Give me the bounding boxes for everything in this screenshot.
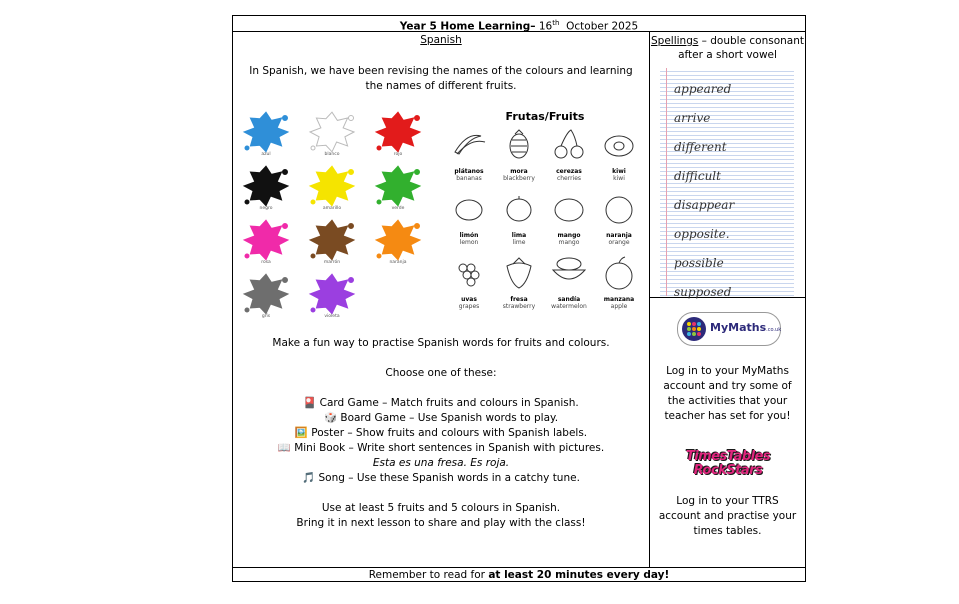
- apple-icon: [595, 254, 643, 296]
- footer-bold: at least 20 minutes every day!: [488, 569, 670, 581]
- choose-text: Choose one of these:: [385, 367, 497, 379]
- option-song: 🎵 Song – Use these Spanish words in a catchy tune.: [302, 472, 580, 484]
- colour-label: negro: [259, 206, 273, 211]
- fruit-strawberry: [495, 254, 543, 310]
- colour-splat-gris: [241, 272, 291, 324]
- spanish-title: Spanish: [420, 34, 462, 46]
- fruit-spanish: naranja: [606, 232, 632, 239]
- fruit-english: lemon: [459, 239, 479, 246]
- sheet-header: [233, 16, 805, 32]
- option-example-sentence: Esta es una fresa. Es roja.: [372, 457, 510, 469]
- closing-line-2: Bring it in next lesson to share and play with the class!: [296, 517, 586, 529]
- fruits-title: Frutas/Fruits: [505, 110, 585, 123]
- colour-label: azul: [261, 152, 271, 157]
- spelling-word: disappear: [674, 198, 735, 212]
- spelling-word: different: [674, 140, 727, 154]
- fruit-english: lime: [512, 239, 526, 246]
- colour-splat-rosa: [241, 218, 291, 270]
- colour-splat-blanco: [307, 110, 357, 162]
- colour-splat-verde: [373, 164, 423, 216]
- spelling-word: arrive: [674, 111, 711, 125]
- strawberry-icon: [495, 254, 543, 296]
- option-card-game: 🎴 Card Game – Match fruits and colours in Spanish.: [303, 397, 579, 409]
- colour-label: rosa: [261, 260, 271, 265]
- spelling-word: possible: [674, 256, 724, 270]
- ttrs-logo-line-1: TimesTables: [685, 449, 771, 464]
- watermelon-icon: [545, 254, 593, 296]
- fruit-spanish: cerezas: [556, 168, 582, 175]
- kiwi-icon: [595, 126, 643, 168]
- ttrs-logo-line-2: RockStars: [693, 463, 763, 478]
- fruit-english: mango: [558, 239, 580, 246]
- option-poster: 🖼️ Poster – Show fruits and colours with Spanish labels.: [294, 427, 588, 439]
- fruit-english: grapes: [458, 303, 480, 310]
- option-mini-book: 📖 Mini Book – Write short sentences in Spanish with pictures.: [277, 442, 605, 454]
- fruit-spanish: plátanos: [454, 168, 484, 175]
- fruit-apple: [595, 254, 643, 310]
- spelling-word: supposed: [674, 285, 732, 299]
- fruit-english: orange: [608, 239, 630, 246]
- fruit-spanish: mango: [557, 232, 581, 239]
- colour-label: amarillo: [322, 206, 342, 211]
- spanish-task: [243, 336, 639, 531]
- mango-icon: [545, 190, 593, 232]
- blackberry-icon: [495, 126, 543, 168]
- online-learning-section: [650, 298, 805, 567]
- fruit-mango: [545, 190, 593, 246]
- fruit-lime: [495, 190, 543, 246]
- header-title: Year 5 Home Learning: [399, 20, 531, 33]
- fruit-english: bananas: [456, 175, 482, 182]
- footer-reminder: Remember to read for at least 20 minutes every day!: [233, 567, 805, 582]
- grapes-icon: [445, 254, 493, 296]
- mymaths-logo[interactable]: [677, 312, 781, 346]
- fruit-spanish: mora: [510, 168, 528, 175]
- mymaths-dots-icon: [682, 317, 706, 341]
- colour-splat-rojo: [373, 110, 423, 162]
- fruit-spanish: lima: [511, 232, 527, 239]
- fruit-orange: [595, 190, 643, 246]
- fruit-lemon: [445, 190, 493, 246]
- fruit-grapes: [445, 254, 493, 310]
- fruit-spanish: sandía: [557, 296, 581, 303]
- header-dash: –: [530, 20, 536, 33]
- fruit-english: kiwi: [613, 175, 625, 182]
- lime-icon: [495, 190, 543, 232]
- fruit-watermelon: [545, 254, 593, 310]
- spanish-intro: In Spanish, we have been revising the names of the colours and learning the names of different fruits.: [249, 65, 633, 92]
- colour-splats: [241, 110, 431, 320]
- fruit-spanish: manzana: [603, 296, 635, 303]
- colour-label: violeta: [324, 314, 340, 319]
- fruit-spanish: uvas: [461, 296, 477, 303]
- mymaths-text: Log in to your MyMaths account and try some of the activities that your teacher has set for you!: [663, 365, 792, 422]
- spanish-section: [233, 32, 650, 567]
- colour-label: rojo: [393, 152, 403, 157]
- fruit-kiwi: [595, 126, 643, 182]
- home-learning-sheet: [232, 15, 806, 582]
- colour-splat-violeta: [307, 272, 357, 324]
- closing-line-1: Use at least 5 fruits and 5 colours in Spanish.: [321, 502, 561, 514]
- cherries-icon: [545, 126, 593, 168]
- banana-icon: [445, 126, 493, 168]
- mymaths-logo-text: MyMaths.co.uk: [710, 321, 782, 334]
- spellings-title: Spellings – double consonant after a short vowel: [651, 35, 804, 61]
- task-text: Make a fun way to practise Spanish words for fruits and colours.: [272, 337, 610, 349]
- header-day: 16: [538, 20, 553, 33]
- fruit-spanish: limón: [459, 232, 479, 239]
- spellings-section: [650, 32, 805, 298]
- fruit-english: watermelon: [551, 303, 587, 310]
- colour-label: marrón: [323, 260, 341, 265]
- fruit-spanish: fresa: [510, 296, 528, 303]
- fruit-spanish: kiwi: [612, 168, 626, 175]
- colour-label: blanco: [324, 152, 340, 157]
- colour-splat-marrón: [307, 218, 357, 270]
- header-date: October 2025: [566, 20, 639, 33]
- colour-splat-azul: [241, 110, 291, 162]
- header-day-suffix: th: [552, 19, 560, 27]
- colour-label: gris: [261, 314, 271, 319]
- spelling-word: difficult: [674, 169, 721, 183]
- colour-label: naranja: [389, 260, 407, 265]
- option-board-game: 🎲 Board Game – Use Spanish words to play.: [323, 412, 559, 424]
- fruit-english: apple: [610, 303, 628, 310]
- fruit-cherries: [545, 126, 593, 182]
- colour-splat-amarillo: [307, 164, 357, 216]
- fruit-english: strawberry: [502, 303, 536, 310]
- lemon-icon: [445, 190, 493, 232]
- fruit-english: blackberry: [503, 175, 535, 182]
- margin-line: [666, 68, 667, 296]
- ttrs-text: Log in to your TTRS account and practise your times tables.: [658, 495, 797, 537]
- fruit-bananas: [445, 126, 493, 182]
- ttrs-logo[interactable]: [680, 450, 776, 478]
- fruits-chart: [445, 110, 645, 324]
- colour-splat-naranja: [373, 218, 423, 270]
- spelling-word: appeared: [674, 82, 732, 96]
- fruit-english: cherries: [556, 175, 582, 182]
- spelling-word: opposite.: [674, 227, 730, 241]
- orange-icon: [595, 190, 643, 232]
- colour-splat-negro: [241, 164, 291, 216]
- colour-label: verde: [391, 206, 405, 211]
- fruit-blackberry: [495, 126, 543, 182]
